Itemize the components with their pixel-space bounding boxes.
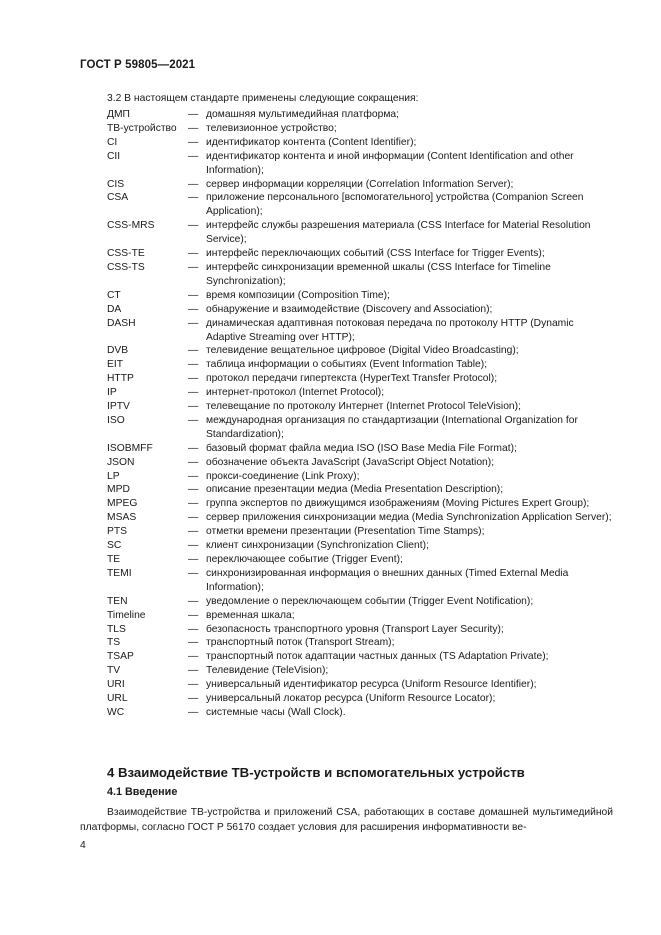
abbreviation-row [107, 442, 612, 456]
abbreviation-term: DASH [107, 317, 136, 329]
abbreviation-definition: обозначение объекта JavaScript (JavaScript Object Notation); [206, 456, 495, 468]
abbreviation-dash: — [188, 303, 199, 315]
abbreviation-row [107, 664, 612, 678]
abbreviation-term: TEN [107, 595, 128, 607]
abbreviation-dash: — [188, 109, 199, 120]
abbreviation-definition: приложение персонального [вспомогательного] устройства (Companion Screen Application); [206, 192, 584, 218]
abbreviation-term: TEMI [107, 567, 132, 579]
abbreviation-dash: — [188, 178, 199, 190]
abbreviation-dash: — [188, 665, 199, 677]
abbreviation-term: TE [107, 554, 121, 565]
body-paragraph: Взаимодействие ТВ-устройства и приложений CSA, работающих в составе домашней мультимедийной платформы, согласно ГОСТ Р 56170 создает условия для расширения информативности ве- [80, 807, 613, 833]
abbreviation-dash: — [188, 289, 199, 301]
abbreviation-term: SC [107, 540, 122, 552]
abbreviation-row [107, 609, 612, 623]
abbreviation-dash: — [188, 706, 199, 718]
abbreviation-definition: телевещание по протоколу Интернет (Internet Protocol TeleVision); [206, 401, 521, 413]
abbreviation-dash: — [188, 136, 199, 148]
abbreviation-row [107, 108, 612, 122]
abbreviation-dash: — [188, 359, 199, 371]
abbreviation-row [107, 636, 612, 650]
abbreviation-row [107, 247, 612, 261]
abbreviation-term: URL [107, 693, 128, 705]
abbreviation-definition: интерфейс переключающих событий (CSS Interface for Trigger Events); [206, 248, 545, 260]
abbreviation-row [107, 414, 612, 442]
abbreviation-dash: — [188, 554, 199, 565]
abbreviation-definition: время композиции (Composition Time); [206, 289, 390, 301]
abbreviation-definition: безопасность транспортного уровня (Transport Layer Security); [206, 623, 504, 635]
abbreviation-definition: уведомление о переключающем событии (Trigger Event Notification); [206, 595, 534, 607]
abbreviation-row [107, 456, 612, 470]
abbreviation-row [107, 150, 612, 178]
abbreviation-row [107, 692, 612, 706]
abbreviation-definition: группа экспертов по движущимся изображениям (Moving Pictures Expert Group); [206, 498, 590, 510]
abbreviation-term: CIS [107, 178, 125, 190]
abbreviation-dash: — [188, 595, 199, 607]
abbreviation-dash: — [188, 456, 199, 468]
abbreviation-definition: Телевидение (TeleVision); [206, 665, 329, 677]
abbreviation-definition: транспортный поток (Transport Stream); [206, 637, 395, 649]
abbreviation-dash: — [188, 414, 199, 426]
abbreviation-definition: динамическая адаптивная потоковая передача по протоколу HTTP (Dynamic Adaptive Streaming over HTTP); [206, 317, 574, 343]
abbreviation-definition: сервер приложения синхронизации медиа (Media Synchronization Application Server); [206, 512, 612, 524]
abbreviation-dash: — [188, 401, 199, 413]
abbreviation-row [107, 303, 612, 317]
abbreviation-dash: — [188, 693, 199, 705]
abbreviation-dash: — [188, 261, 199, 273]
abbreviations-intro: 3.2 В настоящем стандарте применены следующие сокращения: [107, 93, 419, 104]
abbreviation-term: ДМП [107, 109, 130, 120]
abbreviation-row [107, 650, 612, 664]
abbreviation-row [107, 553, 612, 567]
abbreviation-row [107, 483, 612, 497]
abbreviation-row [107, 511, 612, 525]
abbreviation-definition: временная шкала; [206, 609, 295, 621]
abbreviation-row [107, 317, 612, 345]
abbreviation-row [107, 678, 612, 692]
abbreviation-row [107, 122, 612, 136]
abbreviation-definition: универсальный идентификатор ресурса (Uniform Resource Identifier); [206, 679, 537, 691]
abbreviation-definition: синхронизированная информация о внешних данных (Timed External Media Information); [206, 567, 569, 593]
abbreviation-term: MSAS [107, 512, 137, 524]
abbreviation-term: MPD [107, 484, 130, 496]
abbreviation-row [107, 219, 612, 247]
abbreviation-dash: — [188, 623, 199, 635]
abbreviation-term: CT [107, 289, 121, 301]
abbreviation-definition: протокол передачи гипертекста (HyperText Transfer Protocol); [206, 373, 498, 385]
abbreviation-term: WC [107, 706, 125, 718]
abbreviation-row [107, 261, 612, 289]
abbreviation-dash: — [188, 470, 199, 482]
abbreviation-definition: прокси-соединение (Link Proxy); [206, 470, 360, 482]
abbreviation-term: IPTV [107, 401, 130, 413]
abbreviation-term: CII [107, 150, 121, 162]
abbreviation-dash: — [188, 498, 199, 510]
abbreviation-term: EIT [107, 359, 124, 371]
section-title: 4 Взаимодействие ТВ-устройств и вспомогательных устройств [107, 765, 525, 780]
abbreviation-definition: интерфейс синхронизации временной шкалы (CSS Interface for Timeline Synchronization); [206, 261, 551, 287]
abbreviation-row [107, 372, 612, 386]
abbreviation-term: TLS [107, 623, 126, 635]
abbreviation-dash: — [188, 373, 199, 385]
abbreviation-definition: базовый формат файла медиа ISO (ISO Base Media File Format); [206, 442, 517, 454]
abbreviation-row [107, 289, 612, 303]
page-number: 4 [80, 840, 86, 851]
abbreviation-definition: сервер информации корреляции (Correlation Information Server); [206, 178, 514, 190]
abbreviation-definition: системные часы (Wall Clock). [206, 706, 346, 718]
abbreviation-dash: — [188, 637, 199, 649]
abbreviation-term: TS [107, 637, 121, 649]
abbreviation-definition: интерфейс службы разрешения материала (CSS Interface for Material Resolution Service); [206, 220, 591, 246]
abbreviation-term: TV [107, 665, 121, 677]
abbreviation-term: ISOBMFF [107, 442, 153, 454]
abbreviation-row [107, 358, 612, 372]
abbreviation-term: CSS-TS [107, 261, 145, 273]
abbreviation-term: HTTP [107, 373, 134, 385]
abbreviation-dash: — [188, 512, 199, 524]
abbreviation-term: Timeline [107, 609, 146, 621]
abbreviation-definition: клиент синхронизации (Synchronization Client); [206, 540, 429, 552]
abbreviation-dash: — [188, 317, 199, 329]
abbreviation-definition: интернет-протокол (Internet Protocol); [206, 387, 385, 399]
abbreviation-term: DA [107, 303, 122, 315]
abbreviation-row [107, 344, 612, 358]
abbreviation-term: ISO [107, 414, 125, 426]
abbreviation-dash: — [188, 220, 199, 232]
abbreviation-definition: отметки времени презентации (Presentation Time Stamps); [206, 526, 485, 538]
abbreviation-dash: — [188, 679, 199, 691]
abbreviation-definition: телевидение вещательное цифровое (Digital Video Broadcasting); [206, 345, 519, 357]
abbreviation-term: TSAP [107, 651, 134, 663]
abbreviation-term: ТВ-устройство [107, 122, 177, 134]
abbreviation-dash: — [188, 540, 199, 552]
abbreviation-dash: — [188, 387, 199, 399]
abbreviation-term: JSON [107, 456, 135, 468]
abbreviation-row [107, 178, 612, 192]
abbreviation-row [107, 595, 612, 609]
abbreviation-row [107, 525, 612, 539]
abbreviation-definition: телевизионное устройство; [206, 122, 337, 134]
abbreviation-definition: транспортный поток адаптации частных данных (TS Adaptation Private); [206, 651, 549, 663]
abbreviation-term: CI [107, 136, 118, 148]
abbreviation-definition: домашняя мультимедийная платформа; [206, 109, 399, 120]
abbreviation-term: PTS [107, 526, 128, 538]
abbreviation-definition: универсальный локатор ресурса (Uniform Resource Locator); [206, 693, 496, 705]
abbreviation-term: DVB [107, 345, 129, 357]
document-header: ГОСТ Р 59805—2021 [80, 59, 196, 71]
abbreviation-dash: — [188, 345, 199, 357]
abbreviation-row [107, 400, 612, 414]
abbreviation-definition: идентификатор контента (Content Identifier); [206, 136, 417, 148]
abbreviation-row [107, 191, 612, 219]
abbreviation-term: LP [107, 470, 120, 482]
abbreviation-term: MPEG [107, 498, 138, 510]
abbreviation-dash: — [188, 248, 199, 260]
subsection-title: 4.1 Введение [107, 786, 178, 798]
abbreviation-dash: — [188, 567, 199, 579]
abbreviation-dash: — [188, 442, 199, 454]
abbreviation-dash: — [188, 526, 199, 538]
abbreviation-dash: — [188, 192, 199, 204]
abbreviation-term: CSS-MRS [107, 220, 155, 232]
abbreviation-row [107, 567, 612, 595]
abbreviation-dash: — [188, 150, 199, 162]
abbreviation-definition: описание презентации медиа (Media Presentation Description); [206, 484, 504, 496]
abbreviation-dash: — [188, 122, 199, 134]
abbreviation-term: URI [107, 679, 125, 691]
abbreviation-row [107, 706, 612, 720]
abbreviation-dash: — [188, 484, 199, 496]
abbreviation-dash: — [188, 651, 199, 663]
abbreviation-definition: таблица информации о событиях (Event Information Table); [206, 359, 488, 371]
abbreviation-term: IP [107, 387, 117, 399]
abbreviation-term: CSA [107, 192, 129, 204]
abbreviations-list [107, 108, 612, 720]
abbreviation-row [107, 386, 612, 400]
abbreviation-row [107, 497, 612, 511]
abbreviation-row [107, 136, 612, 150]
abbreviation-row [107, 623, 612, 637]
abbreviation-dash: — [188, 609, 199, 621]
abbreviation-row [107, 539, 612, 553]
abbreviation-definition: обнаружение и взаимодействие (Discovery and Association); [206, 303, 493, 315]
abbreviation-definition: идентификатор контента и иной информации (Content Identification and other Information); [206, 150, 574, 176]
abbreviation-definition: переключающее событие (Trigger Event); [206, 554, 403, 565]
abbreviation-term: CSS-TE [107, 248, 145, 260]
abbreviation-row [107, 470, 612, 484]
abbreviation-definition: международная организация по стандартизации (International Organization for Standardization); [206, 414, 578, 440]
